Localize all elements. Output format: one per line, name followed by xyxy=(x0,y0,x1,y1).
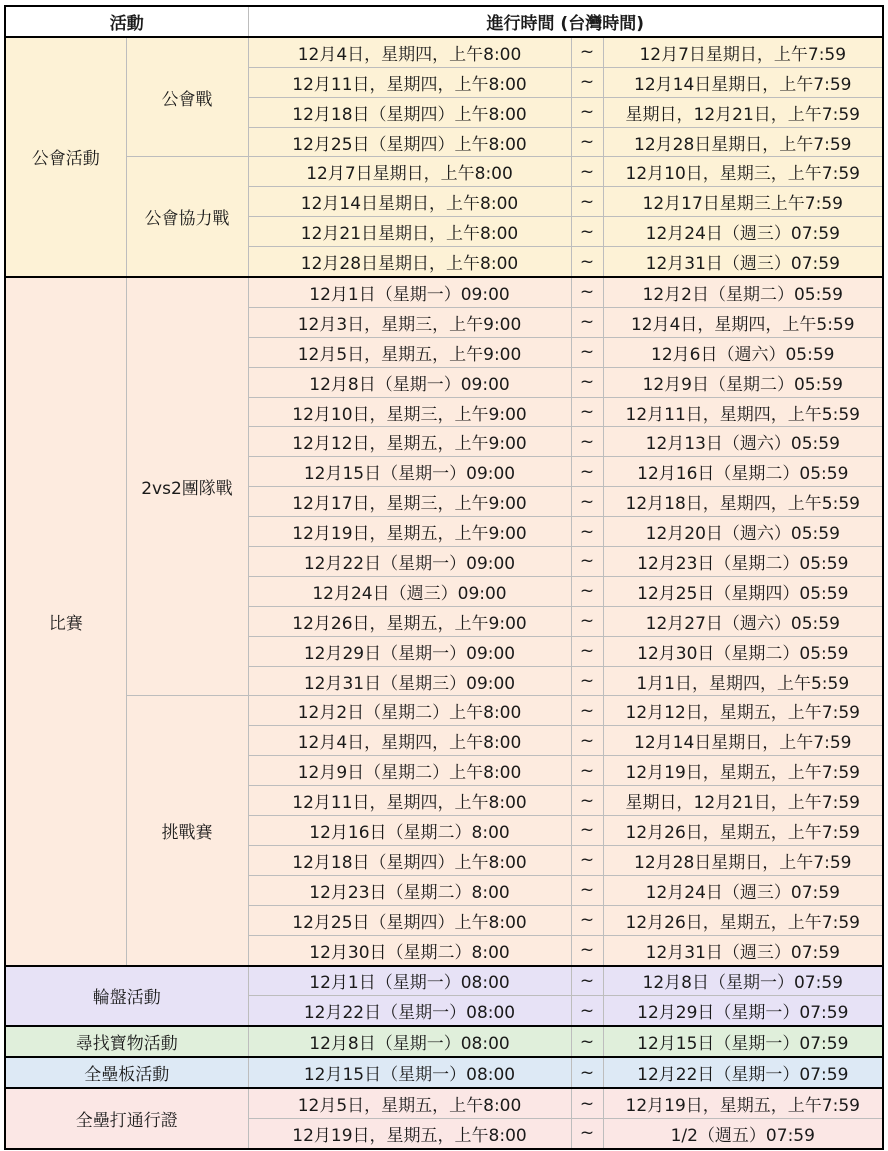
end-time: 12月14日星期日，上午7:59 xyxy=(603,726,883,756)
end-time: 12月26日，星期五，上午7:59 xyxy=(603,816,883,846)
end-time: 12月2日（星期二）05:59 xyxy=(603,277,883,307)
end-time: 12月20日（週六）05:59 xyxy=(603,517,883,547)
start-time: 12月4日，星期四，上午8:00 xyxy=(248,37,571,67)
tilde-separator: ~ xyxy=(571,157,603,187)
end-time: 12月19日，星期五，上午7:59 xyxy=(603,756,883,786)
end-time: 12月4日，星期四，上午5:59 xyxy=(603,307,883,337)
end-time: 12月9日（星期二）05:59 xyxy=(603,367,883,397)
tilde-separator: ~ xyxy=(571,726,603,756)
end-time: 星期日，12月21日，上午7:59 xyxy=(603,786,883,816)
start-time: 12月15日（星期一）09:00 xyxy=(248,457,571,487)
tilde-separator: ~ xyxy=(571,875,603,905)
end-time: 12月30日（星期二）05:59 xyxy=(603,636,883,666)
end-time: 12月12日，星期五，上午7:59 xyxy=(603,696,883,726)
start-time: 12月5日，星期五，上午8:00 xyxy=(248,1088,571,1118)
tilde-separator: ~ xyxy=(571,547,603,577)
end-time: 12月8日（星期一）07:59 xyxy=(603,966,883,996)
tilde-separator: ~ xyxy=(571,1118,603,1148)
start-time: 12月21日星期日，上午8:00 xyxy=(248,217,571,247)
table-row xyxy=(5,1057,883,1088)
start-time: 12月22日（星期一）08:00 xyxy=(248,996,571,1026)
table-row xyxy=(5,157,883,187)
end-time: 12月27日（週六）05:59 xyxy=(603,606,883,636)
end-time: 12月26日，星期五，上午7:59 xyxy=(603,905,883,935)
start-time: 12月25日（星期四）上午8:00 xyxy=(248,127,571,157)
end-time: 12月24日（週三）07:59 xyxy=(603,875,883,905)
board-group-label: 全壘板活動 xyxy=(5,1057,248,1088)
start-time: 12月17日，星期三，上午9:00 xyxy=(248,487,571,517)
start-time: 12月2日（星期二）上午8:00 xyxy=(248,696,571,726)
start-time: 12月4日，星期四，上午8:00 xyxy=(248,726,571,756)
tilde-separator: ~ xyxy=(571,277,603,307)
tilde-separator: ~ xyxy=(571,97,603,127)
wheel-group-label: 輪盤活動 xyxy=(5,966,248,1027)
tilde-separator: ~ xyxy=(571,427,603,457)
tilde-separator: ~ xyxy=(571,307,603,337)
table-row xyxy=(5,277,883,307)
end-time: 12月7日星期日，上午7:59 xyxy=(603,37,883,67)
start-time: 12月10日，星期三，上午9:00 xyxy=(248,397,571,427)
tilde-separator: ~ xyxy=(571,816,603,846)
tilde-separator: ~ xyxy=(571,966,603,996)
end-time: 12月18日，星期四，上午5:59 xyxy=(603,487,883,517)
tilde-separator: ~ xyxy=(571,247,603,277)
end-time: 1月1日，星期四，上午5:59 xyxy=(603,666,883,696)
end-time: 12月14日星期日，上午7:59 xyxy=(603,67,883,97)
table-row xyxy=(5,966,883,996)
start-time: 12月12日，星期五，上午9:00 xyxy=(248,427,571,457)
end-time: 12月15日（星期一）07:59 xyxy=(603,1026,883,1057)
tilde-separator: ~ xyxy=(571,37,603,67)
end-time: 12月29日（星期一）07:59 xyxy=(603,996,883,1026)
tilde-separator: ~ xyxy=(571,397,603,427)
start-time: 12月3日，星期三，上午9:00 xyxy=(248,307,571,337)
end-time: 12月31日（週三）07:59 xyxy=(603,247,883,277)
table-row xyxy=(5,1026,883,1057)
start-time: 12月8日（星期一）09:00 xyxy=(248,367,571,397)
start-time: 12月18日（星期四）上午8:00 xyxy=(248,845,571,875)
start-time: 12月29日（星期一）09:00 xyxy=(248,636,571,666)
end-time: 1/2（週五）07:59 xyxy=(603,1118,883,1148)
end-time: 12月13日（週六）05:59 xyxy=(603,427,883,457)
schedule-body xyxy=(5,37,883,1149)
tilde-separator: ~ xyxy=(571,606,603,636)
tilde-separator: ~ xyxy=(571,1026,603,1057)
tilde-separator: ~ xyxy=(571,1057,603,1088)
start-time: 12月14日星期日，上午8:00 xyxy=(248,187,571,217)
end-time: 12月25日（星期四）05:59 xyxy=(603,576,883,606)
header-time: 進行時間 (台灣時間) xyxy=(248,6,883,37)
header-row xyxy=(5,6,883,37)
start-time: 12月30日（星期二）8:00 xyxy=(248,935,571,965)
tilde-separator: ~ xyxy=(571,935,603,965)
tilde-separator: ~ xyxy=(571,756,603,786)
tilde-separator: ~ xyxy=(571,1088,603,1118)
tilde-separator: ~ xyxy=(571,127,603,157)
end-time: 12月11日，星期四，上午5:59 xyxy=(603,397,883,427)
start-time: 12月28日星期日，上午8:00 xyxy=(248,247,571,277)
end-time: 12月28日星期日，上午7:59 xyxy=(603,845,883,875)
tilde-separator: ~ xyxy=(571,636,603,666)
tilde-separator: ~ xyxy=(571,696,603,726)
tilde-separator: ~ xyxy=(571,905,603,935)
start-time: 12月23日（星期二）8:00 xyxy=(248,875,571,905)
tilde-separator: ~ xyxy=(571,517,603,547)
end-time: 12月23日（星期二）05:59 xyxy=(603,547,883,577)
start-time: 12月24日（週三）09:00 xyxy=(248,576,571,606)
pass-group-label: 全壘打通行證 xyxy=(5,1088,248,1149)
subgroup-label: 挑戰賽 xyxy=(126,696,248,966)
event-schedule-table xyxy=(4,5,884,1150)
start-time: 12月18日（星期四）上午8:00 xyxy=(248,97,571,127)
tilde-separator: ~ xyxy=(571,457,603,487)
table-row xyxy=(5,37,883,67)
end-time: 12月19日，星期五，上午7:59 xyxy=(603,1088,883,1118)
treasure-group-label: 尋找寶物活動 xyxy=(5,1026,248,1057)
tilde-separator: ~ xyxy=(571,367,603,397)
start-time: 12月15日（星期一）08:00 xyxy=(248,1057,571,1088)
table-row xyxy=(5,696,883,726)
match-group-label: 比賽 xyxy=(5,277,126,965)
tilde-separator: ~ xyxy=(571,67,603,97)
start-time: 12月1日（星期一）08:00 xyxy=(248,966,571,996)
end-time: 12月16日（星期二）05:59 xyxy=(603,457,883,487)
end-time: 12月28日星期日，上午7:59 xyxy=(603,127,883,157)
tilde-separator: ~ xyxy=(571,337,603,367)
start-time: 12月16日（星期二）8:00 xyxy=(248,816,571,846)
start-time: 12月1日（星期一）09:00 xyxy=(248,277,571,307)
tilde-separator: ~ xyxy=(571,996,603,1026)
tilde-separator: ~ xyxy=(571,217,603,247)
start-time: 12月8日（星期一）08:00 xyxy=(248,1026,571,1057)
start-time: 12月9日（星期二）上午8:00 xyxy=(248,756,571,786)
tilde-separator: ~ xyxy=(571,187,603,217)
tilde-separator: ~ xyxy=(571,666,603,696)
start-time: 12月25日（星期四）上午8:00 xyxy=(248,905,571,935)
table-row xyxy=(5,1088,883,1118)
tilde-separator: ~ xyxy=(571,487,603,517)
end-time: 12月22日（星期一）07:59 xyxy=(603,1057,883,1088)
end-time: 星期日，12月21日，上午7:59 xyxy=(603,97,883,127)
subgroup-label: 公會戰 xyxy=(126,37,248,157)
end-time: 12月31日（週三）07:59 xyxy=(603,935,883,965)
header-activity: 活動 xyxy=(5,6,248,37)
tilde-separator: ~ xyxy=(571,786,603,816)
guild-group-label: 公會活動 xyxy=(5,37,126,277)
start-time: 12月7日星期日，上午8:00 xyxy=(248,157,571,187)
subgroup-label: 2vs2團隊戰 xyxy=(126,277,248,696)
start-time: 12月22日（星期一）09:00 xyxy=(248,547,571,577)
end-time: 12月17日星期三上午7:59 xyxy=(603,187,883,217)
tilde-separator: ~ xyxy=(571,845,603,875)
subgroup-label: 公會協力戰 xyxy=(126,157,248,277)
start-time: 12月19日，星期五，上午8:00 xyxy=(248,1118,571,1148)
end-time: 12月6日（週六）05:59 xyxy=(603,337,883,367)
start-time: 12月11日，星期四，上午8:00 xyxy=(248,786,571,816)
start-time: 12月11日，星期四，上午8:00 xyxy=(248,67,571,97)
start-time: 12月19日，星期五，上午9:00 xyxy=(248,517,571,547)
start-time: 12月5日，星期五，上午9:00 xyxy=(248,337,571,367)
tilde-separator: ~ xyxy=(571,576,603,606)
end-time: 12月10日，星期三，上午7:59 xyxy=(603,157,883,187)
start-time: 12月26日，星期五，上午9:00 xyxy=(248,606,571,636)
end-time: 12月24日（週三）07:59 xyxy=(603,217,883,247)
start-time: 12月31日（星期三）09:00 xyxy=(248,666,571,696)
